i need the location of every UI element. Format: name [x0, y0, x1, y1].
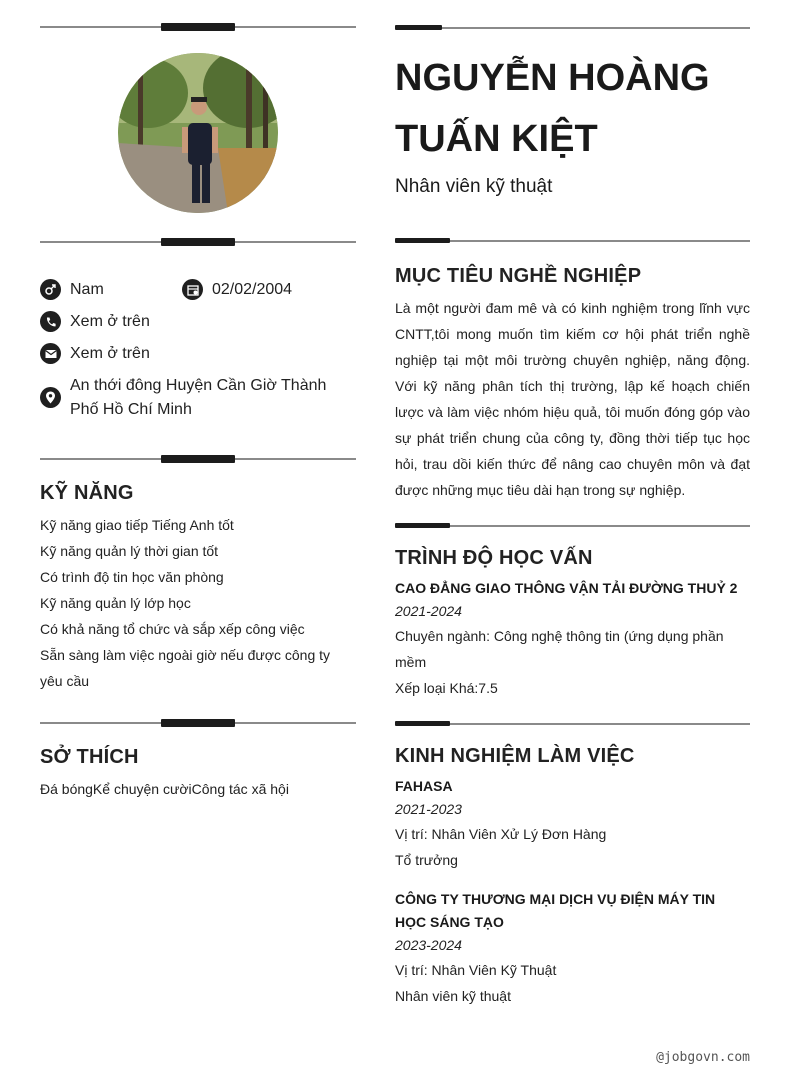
divider-top-left [40, 23, 356, 31]
divider-objective [395, 237, 750, 245]
email-icon [40, 343, 61, 364]
skill-item: Kỹ năng quản lý thời gian tốt [40, 543, 219, 559]
education-title: TRÌNH ĐỘ HỌC VẤN [395, 547, 593, 569]
gender-value: Nam [70, 281, 104, 298]
info-gender [40, 278, 104, 302]
candidate-role: Nhân viên kỹ thuật [395, 176, 553, 197]
education-school: CAO ĐẲNG GIAO THÔNG VẬN TẢI ĐƯỜNG THUỶ 2 [395, 580, 738, 596]
job-company: FAHASA [395, 778, 453, 794]
education-grade: Xếp loại Khá:7.5 [395, 680, 498, 696]
hobbies-text: Đá bóngKể chuyện cườiCông tác xã hội [40, 781, 289, 797]
skills-title: KỸ NĂNG [40, 482, 134, 504]
info-address [40, 374, 356, 422]
phone-icon [40, 311, 61, 332]
job-position: Vị trí: Nhân Viên Xử Lý Đơn Hàng [395, 826, 607, 842]
phone-value: Xem ở trên [70, 313, 150, 330]
skill-item: Kỹ năng quản lý lớp học [40, 595, 191, 611]
hobbies-title: SỞ THÍCH [40, 746, 139, 768]
address-value: An thới đông Huyện Cần Giờ Thành Phố Hồ Chí Minh [70, 377, 327, 418]
watermark: @jobgovn.com [656, 1050, 750, 1065]
job-position: Vị trí: Nhân Viên Kỹ Thuật [395, 962, 557, 978]
skill-item: Sẵn sàng làm việc ngoài giờ nếu được công ty yêu cầu [40, 647, 331, 689]
divider-top-right [395, 24, 750, 32]
candidate-name: NGUYỄN HOÀNG TUẤN KIỆT [395, 57, 710, 160]
job-period: 2021-2023 [395, 801, 462, 817]
skill-item: Có trình độ tin học văn phòng [40, 569, 224, 585]
info-phone [40, 310, 150, 334]
job-detail: Nhân viên kỹ thuật [395, 988, 511, 1004]
divider-hobbies [40, 719, 356, 727]
education-period: 2021-2024 [395, 603, 462, 619]
info-email [40, 342, 150, 366]
calendar-icon [182, 279, 203, 300]
birthdate-value: 02/02/2004 [212, 281, 293, 298]
gender-icon [40, 279, 61, 300]
skill-item: Có khả năng tổ chức và sắp xếp công việc [40, 621, 305, 637]
avatar [118, 53, 278, 213]
job-detail: Tổ trưởng [395, 852, 458, 868]
experience-title: KINH NGHIỆM LÀM VIỆC [395, 745, 635, 767]
email-value: Xem ở trên [70, 345, 150, 362]
location-pin-icon [40, 387, 61, 408]
skill-item: Kỹ năng giao tiếp Tiếng Anh tốt [40, 517, 234, 533]
objective-text: Là một người đam mê và có kinh nghiệm trong lĩnh vực CNTT,tôi mong muốn tìm kiếm cơ hội phát triển nghề nghiệp tại một môi trường chuyên nghiệp, năng động. Với kỹ năng phân tích thị trường, lập kế hoạch chiến lược và làm việc nhóm hiệu quả, tôi muốn đóng góp vào sự phát triển chung của công ty, đồng thời tiếp tục học hỏi, trau dồi kiến thức để nâng cao chuyên môn và đạt được những mục tiêu dài hạn trong sự nghiệp. [395, 300, 750, 498]
divider-avatar [40, 238, 356, 246]
divider-skills [40, 455, 356, 463]
job-period: 2023-2024 [395, 937, 462, 953]
divider-experience [395, 720, 750, 728]
objective-title: MỤC TIÊU NGHỀ NGHIỆP [395, 265, 642, 287]
info-birthdate [182, 278, 292, 302]
job-company: CÔNG TY THƯƠNG MẠI DỊCH VỤ ĐIỆN MÁY TIN HỌC SÁNG TẠO [395, 891, 716, 930]
education-major: Chuyên ngành: Công nghệ thông tin (ứng dụng phần mềm [395, 628, 724, 670]
divider-education [395, 522, 750, 530]
